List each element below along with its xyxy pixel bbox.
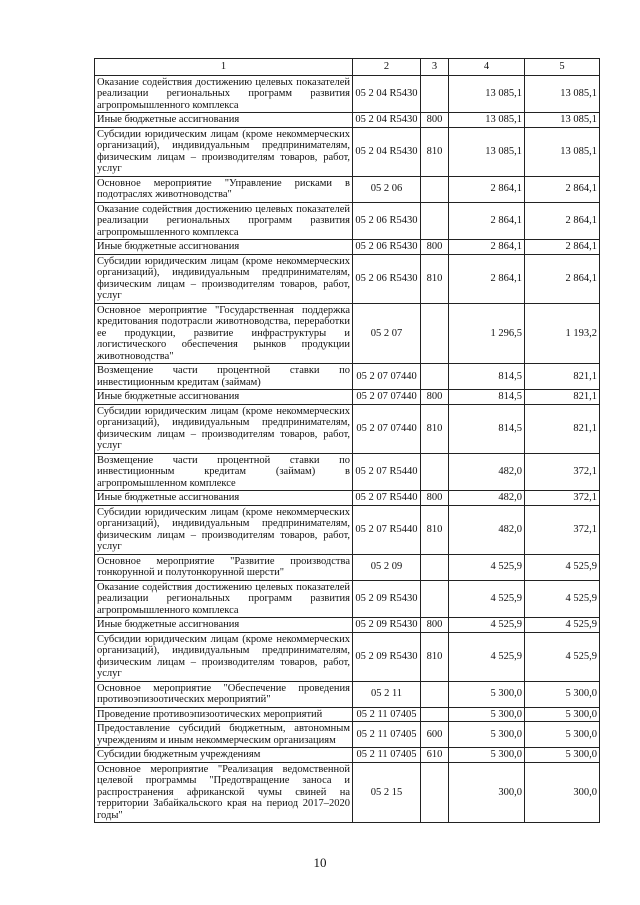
row-name: Оказание содействия достижению целевых показателей реализации региональных программ развития агропромышленного комплекса <box>95 580 353 618</box>
table-row <box>95 707 600 722</box>
table-row <box>95 303 600 364</box>
row-name: Основное мероприятие "Управление рисками в подотраслях животноводства" <box>95 176 353 202</box>
row-name: Основное мероприятие "Государственная поддержка кредитования подотрасли животноводства, переработки ее продукции, развитие инфраструктуры и логистического обеспечения рынков продукции животноводства" <box>95 303 353 364</box>
row-name: Субсидии юридическим лицам (кроме некоммерческих организаций), индивидуальным предпринимателям, физическим лицам – производителям товаров, работ, услуг <box>95 632 353 681</box>
table-row <box>95 176 600 202</box>
row-expense-type: 810 <box>421 254 449 303</box>
row-name: Проведение противоэпизоотических мероприятий <box>95 707 353 722</box>
row-code: 05 2 11 07405 <box>353 748 421 763</box>
column-header: 2 <box>353 59 421 76</box>
row-value-year2: 4 525,9 <box>525 618 600 633</box>
row-name: Иные бюджетные ассигнования <box>95 390 353 405</box>
row-value-year2: 13 085,1 <box>525 75 600 113</box>
row-value-year1: 4 525,9 <box>449 580 525 618</box>
row-value-year1: 2 864,1 <box>449 254 525 303</box>
row-expense-type <box>421 303 449 364</box>
row-value-year2: 821,1 <box>525 390 600 405</box>
row-name: Иные бюджетные ассигнования <box>95 240 353 255</box>
column-header: 4 <box>449 59 525 76</box>
row-value-year2: 4 525,9 <box>525 554 600 580</box>
row-expense-type: 800 <box>421 390 449 405</box>
row-code: 05 2 06 R5430 <box>353 202 421 240</box>
row-value-year2: 13 085,1 <box>525 127 600 176</box>
row-value-year1: 2 864,1 <box>449 176 525 202</box>
row-value-year1: 2 864,1 <box>449 240 525 255</box>
row-name: Субсидии юридическим лицам (кроме некоммерческих организаций), индивидуальным предпринимателям, физическим лицам – производителям товаров, работ, услуг <box>95 404 353 453</box>
table-body <box>95 75 600 823</box>
row-code: 05 2 06 <box>353 176 421 202</box>
row-value-year1: 814,5 <box>449 404 525 453</box>
row-expense-type: 810 <box>421 127 449 176</box>
row-expense-type <box>421 202 449 240</box>
row-code: 05 2 04 R5430 <box>353 127 421 176</box>
column-header: 5 <box>525 59 600 76</box>
row-code: 05 2 09 R5430 <box>353 618 421 633</box>
row-value-year1: 300,0 <box>449 762 525 823</box>
row-expense-type: 800 <box>421 113 449 128</box>
row-value-year2: 4 525,9 <box>525 632 600 681</box>
row-value-year1: 5 300,0 <box>449 707 525 722</box>
row-value-year2: 372,1 <box>525 505 600 554</box>
row-code: 05 2 11 07405 <box>353 722 421 748</box>
row-value-year1: 1 296,5 <box>449 303 525 364</box>
row-value-year2: 300,0 <box>525 762 600 823</box>
table-row <box>95 364 600 390</box>
row-value-year2: 2 864,1 <box>525 202 600 240</box>
row-name: Возмещение части процентной ставки по инвестиционным кредитам (займам) в агропромышленном комплексе <box>95 453 353 491</box>
table-row <box>95 580 600 618</box>
row-code: 05 2 07 R5440 <box>353 505 421 554</box>
column-header: 1 <box>95 59 353 76</box>
page-number: 10 <box>313 855 327 870</box>
row-expense-type <box>421 176 449 202</box>
table-row <box>95 632 600 681</box>
row-name: Субсидии юридическим лицам (кроме некоммерческих организаций), индивидуальным предпринимателям, физическим лицам – производителям товаров, работ, услуг <box>95 127 353 176</box>
table-row <box>95 202 600 240</box>
row-code: 05 2 07 07440 <box>353 390 421 405</box>
row-value-year1: 13 085,1 <box>449 113 525 128</box>
column-header: 3 <box>421 59 449 76</box>
row-code: 05 2 11 07405 <box>353 707 421 722</box>
row-value-year2: 821,1 <box>525 364 600 390</box>
header-row <box>95 59 600 76</box>
row-code: 05 2 09 R5430 <box>353 632 421 681</box>
row-value-year2: 1 193,2 <box>525 303 600 364</box>
row-value-year1: 482,0 <box>449 491 525 506</box>
row-expense-type <box>421 580 449 618</box>
budget-table <box>94 58 600 823</box>
row-value-year2: 5 300,0 <box>525 681 600 707</box>
row-expense-type: 800 <box>421 491 449 506</box>
row-expense-type: 810 <box>421 632 449 681</box>
row-value-year1: 5 300,0 <box>449 722 525 748</box>
table-row <box>95 681 600 707</box>
row-value-year2: 5 300,0 <box>525 707 600 722</box>
row-expense-type <box>421 707 449 722</box>
row-value-year2: 2 864,1 <box>525 240 600 255</box>
row-value-year1: 2 864,1 <box>449 202 525 240</box>
row-expense-type <box>421 554 449 580</box>
row-name: Предоставление субсидий бюджетным, автономным учреждениям и иным некоммерческим организациям <box>95 722 353 748</box>
row-name: Иные бюджетные ассигнования <box>95 491 353 506</box>
table-row <box>95 240 600 255</box>
table-row <box>95 113 600 128</box>
row-code: 05 2 06 R5430 <box>353 254 421 303</box>
row-value-year1: 4 525,9 <box>449 632 525 681</box>
row-value-year1: 4 525,9 <box>449 554 525 580</box>
row-expense-type: 610 <box>421 748 449 763</box>
row-name: Иные бюджетные ассигнования <box>95 113 353 128</box>
row-expense-type <box>421 75 449 113</box>
row-expense-type <box>421 453 449 491</box>
table-row <box>95 722 600 748</box>
row-expense-type: 810 <box>421 505 449 554</box>
row-expense-type: 800 <box>421 240 449 255</box>
row-name: Иные бюджетные ассигнования <box>95 618 353 633</box>
row-name: Основное мероприятие "Обеспечение проведения противоэпизоотических мероприятий" <box>95 681 353 707</box>
row-value-year1: 482,0 <box>449 453 525 491</box>
table-row <box>95 75 600 113</box>
table-row <box>95 390 600 405</box>
row-name: Субсидии бюджетным учреждениям <box>95 748 353 763</box>
row-expense-type <box>421 681 449 707</box>
row-name: Субсидии юридическим лицам (кроме некоммерческих организаций), индивидуальным предпринимателям, физическим лицам – производителям товаров, работ, услуг <box>95 505 353 554</box>
row-code: 05 2 07 07440 <box>353 364 421 390</box>
table-row <box>95 127 600 176</box>
row-value-year2: 5 300,0 <box>525 748 600 763</box>
row-code: 05 2 07 07440 <box>353 404 421 453</box>
row-expense-type: 810 <box>421 404 449 453</box>
table-row <box>95 748 600 763</box>
row-value-year1: 482,0 <box>449 505 525 554</box>
row-code: 05 2 15 <box>353 762 421 823</box>
table-row <box>95 491 600 506</box>
row-value-year1: 13 085,1 <box>449 75 525 113</box>
row-code: 05 2 04 R5430 <box>353 75 421 113</box>
table-row <box>95 554 600 580</box>
row-code: 05 2 09 <box>353 554 421 580</box>
table-row <box>95 404 600 453</box>
row-value-year1: 13 085,1 <box>449 127 525 176</box>
row-name: Основное мероприятие "Реализация ведомственной целевой программы "Предотвращение заноса и распространения африканской чумы свиней на территории Забайкальского края на период 2017–2020 годы" <box>95 762 353 823</box>
row-name: Субсидии юридическим лицам (кроме некоммерческих организаций), индивидуальным предпринимателям, физическим лицам – производителям товаров, работ, услуг <box>95 254 353 303</box>
row-value-year2: 5 300,0 <box>525 722 600 748</box>
table-row <box>95 762 600 823</box>
row-code: 05 2 07 <box>353 303 421 364</box>
row-code: 05 2 09 R5430 <box>353 580 421 618</box>
row-value-year1: 814,5 <box>449 364 525 390</box>
row-value-year2: 372,1 <box>525 453 600 491</box>
table-row <box>95 505 600 554</box>
row-expense-type: 600 <box>421 722 449 748</box>
row-value-year2: 4 525,9 <box>525 580 600 618</box>
row-expense-type <box>421 762 449 823</box>
row-code: 05 2 06 R5430 <box>353 240 421 255</box>
row-value-year2: 372,1 <box>525 491 600 506</box>
row-name: Оказание содействия достижению целевых показателей реализации региональных программ развития агропромышленного комплекса <box>95 202 353 240</box>
row-value-year2: 2 864,1 <box>525 176 600 202</box>
row-name: Оказание содействия достижению целевых показателей реализации региональных программ развития агропромышленного комплекса <box>95 75 353 113</box>
row-name: Возмещение части процентной ставки по инвестиционным кредитам (займам) <box>95 364 353 390</box>
row-expense-type <box>421 364 449 390</box>
row-expense-type: 800 <box>421 618 449 633</box>
row-value-year1: 4 525,9 <box>449 618 525 633</box>
row-name: Основное мероприятие "Развитие производства тонкорунной и полутонкорунной шерсти" <box>95 554 353 580</box>
row-code: 05 2 07 R5440 <box>353 453 421 491</box>
row-code: 05 2 07 R5440 <box>353 491 421 506</box>
row-value-year2: 13 085,1 <box>525 113 600 128</box>
row-value-year2: 2 864,1 <box>525 254 600 303</box>
row-value-year1: 5 300,0 <box>449 748 525 763</box>
row-code: 05 2 11 <box>353 681 421 707</box>
row-value-year1: 814,5 <box>449 390 525 405</box>
table-row <box>95 618 600 633</box>
table-row <box>95 254 600 303</box>
row-value-year2: 821,1 <box>525 404 600 453</box>
row-code: 05 2 04 R5430 <box>353 113 421 128</box>
table-row <box>95 453 600 491</box>
row-value-year1: 5 300,0 <box>449 681 525 707</box>
